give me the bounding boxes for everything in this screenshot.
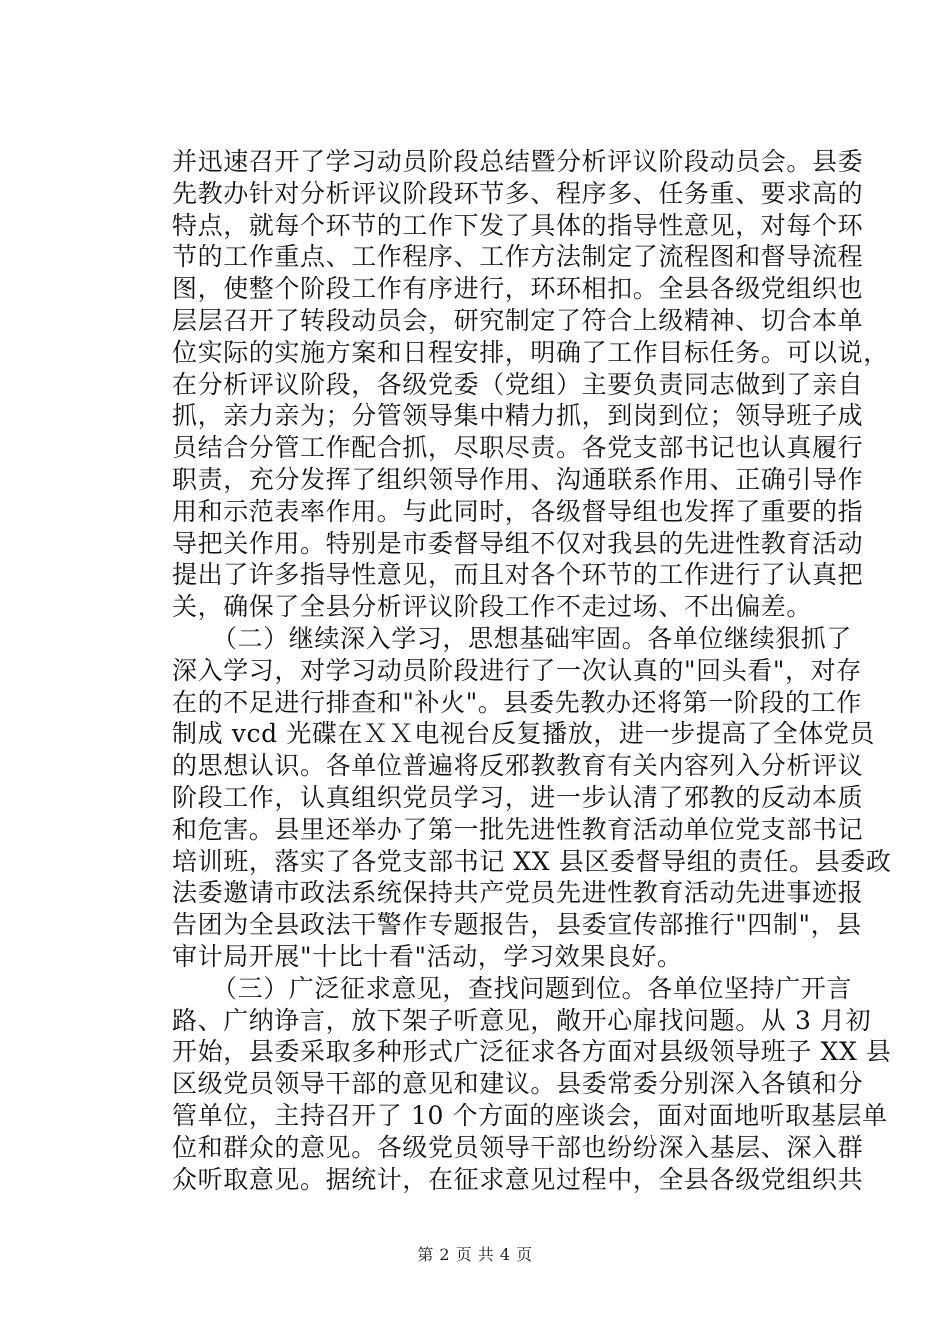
- text-line: 审计局开展"十比十看"活动，学习效果良好。: [172, 941, 683, 971]
- text-line: 员结合分管工作配合抓，尽职尽责。各党支部书记也认真履行: [172, 433, 864, 463]
- text-line: 开始，县委采取多种形式广泛征求各方面对县级领导班子 XX 县: [172, 1037, 892, 1067]
- paragraph-start-line: （二）继续深入学习，思想基础牢固。各单位继续狠抓了: [212, 623, 853, 653]
- text-line: 导把关作用。特别是市委督导组不仅对我县的先进性教育活动: [172, 528, 864, 558]
- text-line: 在分析评议阶段，各级党委（党组）主要负责同志做到了亲自: [172, 369, 864, 399]
- text-line: 路、广纳诤言，放下架子听意见，敞开心扉找问题。从 3 月初: [172, 1005, 872, 1035]
- text-line: 节的工作重点、工作程序、工作方法制定了流程图和督导流程: [172, 242, 864, 272]
- text-line: 和危害。县里还举办了第一批先进性教育活动单位党支部书记: [172, 814, 864, 844]
- paragraph-start-line: （三）广泛征求意见，查找问题到位。各单位坚持广开言: [212, 973, 853, 1003]
- text-line: 的思想认识。各单位普遍将反邪教教育有关内容列入分析评议: [172, 751, 864, 781]
- text-line: 特点，就每个环节的工作下发了具体的指导性意见，对每个环: [172, 210, 864, 240]
- text-line: 提出了许多指导性意见，而且对各个环节的工作进行了认真把: [172, 560, 864, 590]
- text-line: 制成 vcd 光碟在ＸＸ电视台反复播放，进一步提高了全体党员: [172, 719, 876, 749]
- text-line: 职责，充分发挥了组织领导作用、沟通联系作用、正确引导作: [172, 464, 864, 494]
- text-line: 培训班，落实了各党支部书记 XX 县区委督导组的责任。县委政: [172, 846, 892, 876]
- text-line: 先教办针对分析评议阶段环节多、程序多、任务重、要求高的: [172, 178, 864, 208]
- text-line: 并迅速召开了学习动员阶段总结暨分析评议阶段动员会。县委: [172, 147, 864, 176]
- text-line: 告团为全县政法干警作专题报告，县委宣传部推行"四制"，县: [172, 910, 862, 940]
- text-line: 在的不足进行排查和"补火"。县委先教办还将第一阶段的工作: [172, 687, 862, 717]
- text-line: 众听取意见。据统计，在征求意见过程中，全县各级党组织共: [172, 1164, 864, 1194]
- text-line: 法委邀请市政法系统保持共产党员先进性教育活动先进事迹报: [172, 878, 864, 908]
- text-line: 抓，亲力亲为；分管领导集中精力抓，到岗到位；领导班子成: [172, 401, 864, 431]
- text-line: 阶段工作，认真组织党员学习，进一步认清了邪教的反动本质: [172, 782, 864, 812]
- text-line: 关，确保了全县分析评议阶段工作不走过场、不出偏差。: [172, 592, 813, 622]
- text-line: 管单位，主持召开了 10 个方面的座谈会，面对面地听取基层单: [172, 1100, 888, 1130]
- text-line: 用和示范表率作用。与此同时，各级督导组也发挥了重要的指: [172, 496, 864, 526]
- text-line: 位和群众的意见。各级党员领导干部也纷纷深入基层、深入群: [172, 1132, 864, 1162]
- document-body: [172, 146, 892, 1195]
- text-line: 区级党员领导干部的意见和建议。县委常委分别深入各镇和分: [172, 1069, 864, 1099]
- page-footer: 第 2 页 共 4 页: [417, 1245, 533, 1264]
- text-line: 位实际的实施方案和日程安排，明确了工作目标任务。可以说，: [172, 337, 889, 367]
- text-line: 深入学习，对学习动员阶段进行了一次认真的"回头看"，对存: [172, 655, 862, 685]
- text-line: 层层召开了转段动员会，研究制定了符合上级精神、切合本单: [172, 305, 864, 335]
- text-line: 图，使整个阶段工作有序进行，环环相扣。全县各级党组织也: [172, 274, 864, 304]
